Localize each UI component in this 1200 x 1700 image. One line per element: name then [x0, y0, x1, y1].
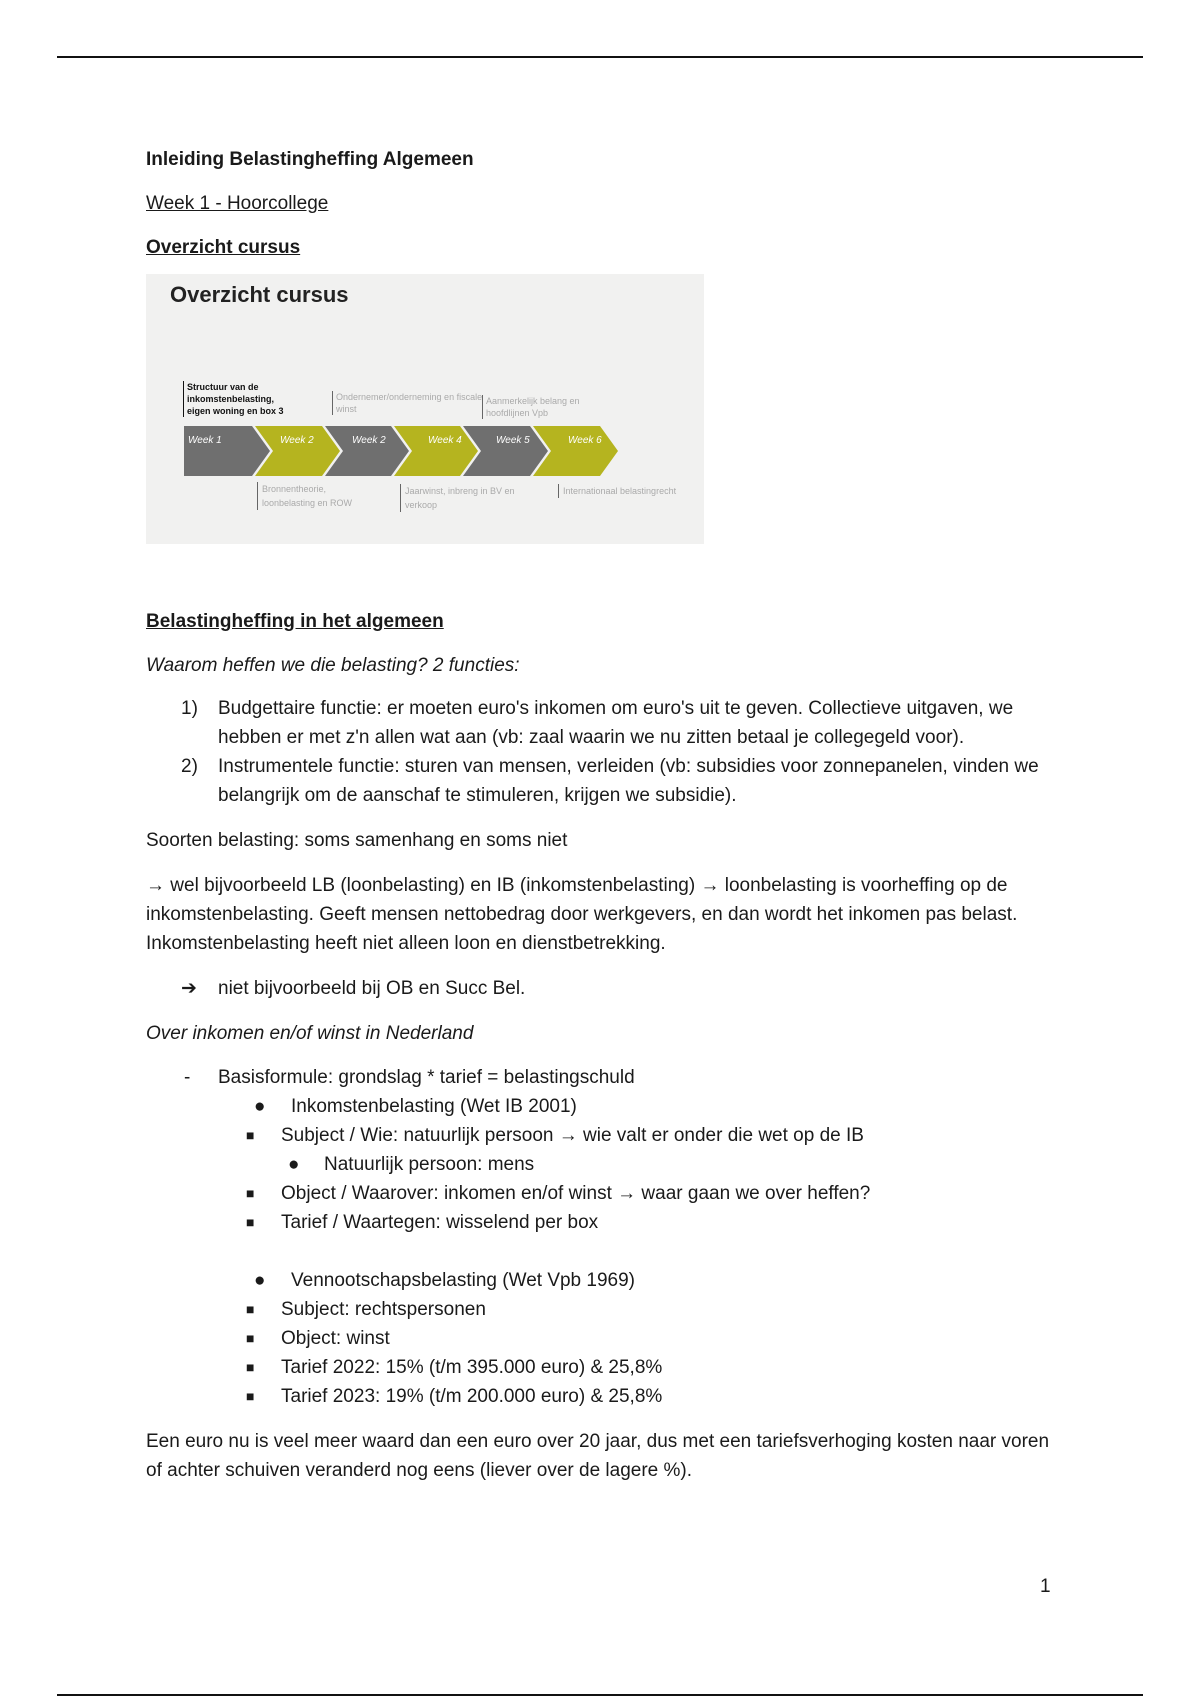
list-item: ■ Tarief / Waartegen: wisselend per box	[146, 1208, 1056, 1237]
square-bullet-icon: ■	[246, 1127, 255, 1143]
top-label-3: Aanmerkelijk belang en hoofdlijnen Vpb	[482, 395, 616, 419]
list-item: ■ Subject: rechtspersonen	[146, 1295, 1056, 1324]
list-item: ● Vennootschapsbelasting (Wet Vpb 1969)	[146, 1266, 1056, 1295]
bottom-label-3: Internationaal belastingrecht	[558, 484, 703, 498]
list-item: ■ Object / Waarover: inkomen en/of winst → waar gaan we over heffen?	[146, 1179, 1056, 1208]
kinds-paragraph: Soorten belasting: soms samenhang en soms niet	[146, 830, 568, 851]
functions-list	[146, 694, 1056, 810]
list-item: - Basisformule: grondslag * tarief = belastingschuld	[146, 1063, 1056, 1092]
list-item: ■ Tarief 2022: 15% (t/m 395.000 euro) & 25,8%	[146, 1353, 1056, 1382]
bottom-label-2: Jaarwinst, inbreng in BV en verkoop	[400, 484, 525, 512]
income-list	[146, 1063, 1056, 1411]
week-label-1: Week 1	[188, 435, 222, 446]
square-bullet-icon: ■	[246, 1185, 255, 1201]
square-bullet-icon: ■	[246, 1359, 255, 1375]
week-label-3: Week 2	[352, 435, 386, 446]
week-label-2: Week 2	[280, 435, 314, 446]
example-paragraph: → wel bijvoorbeeld LB (loonbelasting) en IB (inkomstenbelasting) → loonbelasting is voorheffing op de inkomstenbelasting. Geeft mensen nettobedrag door werkgevers, en dan wordt het inkomen pas belast. Inkomstenbelasting heeft niet alleen loon en dienstbetrekking.	[146, 875, 1018, 954]
list-item: ● Natuurlijk persoon: mens	[146, 1150, 1056, 1179]
dash-bullet: -	[184, 1067, 191, 1088]
bullet-icon: ●	[254, 1270, 266, 1291]
list-item: 1) Budgettaire functie: er moeten euro's inkomen om euro's uit te geven. Collectieve uitgaven, we hebben er met z'n allen wat aan (vb: zaal waarin we nu zitten betaal je collegegeld voor).	[181, 698, 1014, 748]
overview-heading: Overzicht cursus	[146, 237, 301, 258]
top-label-2: Ondernemer/onderneming en fiscale winst	[332, 391, 486, 415]
bullet-icon: ●	[254, 1096, 266, 1117]
square-bullet-icon: ■	[246, 1388, 255, 1404]
bottom-label-1: Bronnentheorie, loonbelasting en ROW	[257, 482, 377, 510]
page-content	[146, 145, 1056, 1485]
arrow-icon: ➔	[181, 978, 197, 999]
week-label-4: Week 4	[428, 435, 462, 446]
page-number: 1	[1040, 1576, 1051, 1597]
square-bullet-icon: ■	[246, 1330, 255, 1346]
square-bullet-icon: ■	[246, 1214, 255, 1230]
figure-title: Overzicht cursus	[170, 282, 349, 307]
week-arrow-1	[184, 426, 270, 476]
document-title: Inleiding Belastingheffing Algemeen	[146, 149, 474, 170]
week-subtitle: Week 1 - Hoorcollege	[146, 193, 329, 214]
list-item: ■ Object: winst	[146, 1324, 1056, 1353]
week-label-5: Week 5	[496, 435, 530, 446]
not-example-line: ➔ niet bijvoorbeeld bij OB en Succ Bel.	[146, 974, 1056, 1003]
closing-paragraph: Een euro nu is veel meer waard dan een euro over 20 jaar, dus met een tariefsverhoging kosten naar voren of achter schuiven veranderd nog eens (liever over de lagere %).	[146, 1431, 1050, 1481]
list-item: 2) Instrumentele functie: sturen van mensen, verleiden (vb: subsidies voor zonnepanelen, vinden we belangrijk om de aanschaf te stimuleren, krijgen we subsidie).	[181, 756, 1039, 806]
course-overview-figure	[146, 274, 704, 544]
bullet-icon: ●	[288, 1154, 300, 1175]
list-item: ● Inkomstenbelasting (Wet IB 2001)	[146, 1092, 1056, 1121]
square-bullet-icon: ■	[246, 1301, 255, 1317]
header-rule	[57, 56, 1143, 58]
top-label-1: Structuur van de inkomstenbelasting, eigen woning en box 3	[183, 381, 297, 417]
income-heading: Over inkomen en/of winst in Nederland	[146, 1023, 474, 1044]
footer-rule	[57, 1694, 1143, 1696]
list-item: ■ Tarief 2023: 19% (t/m 200.000 euro) & 25,8%	[146, 1382, 1056, 1411]
functions-question: Waarom heffen we die belasting? 2 functies:	[146, 655, 520, 676]
list-item: ■ Subject / Wie: natuurlijk persoon → wie valt er onder die wet op de IB	[146, 1121, 1056, 1150]
week-label-6: Week 6	[568, 435, 602, 446]
section-heading: Belastingheffing in het algemeen	[146, 611, 444, 632]
